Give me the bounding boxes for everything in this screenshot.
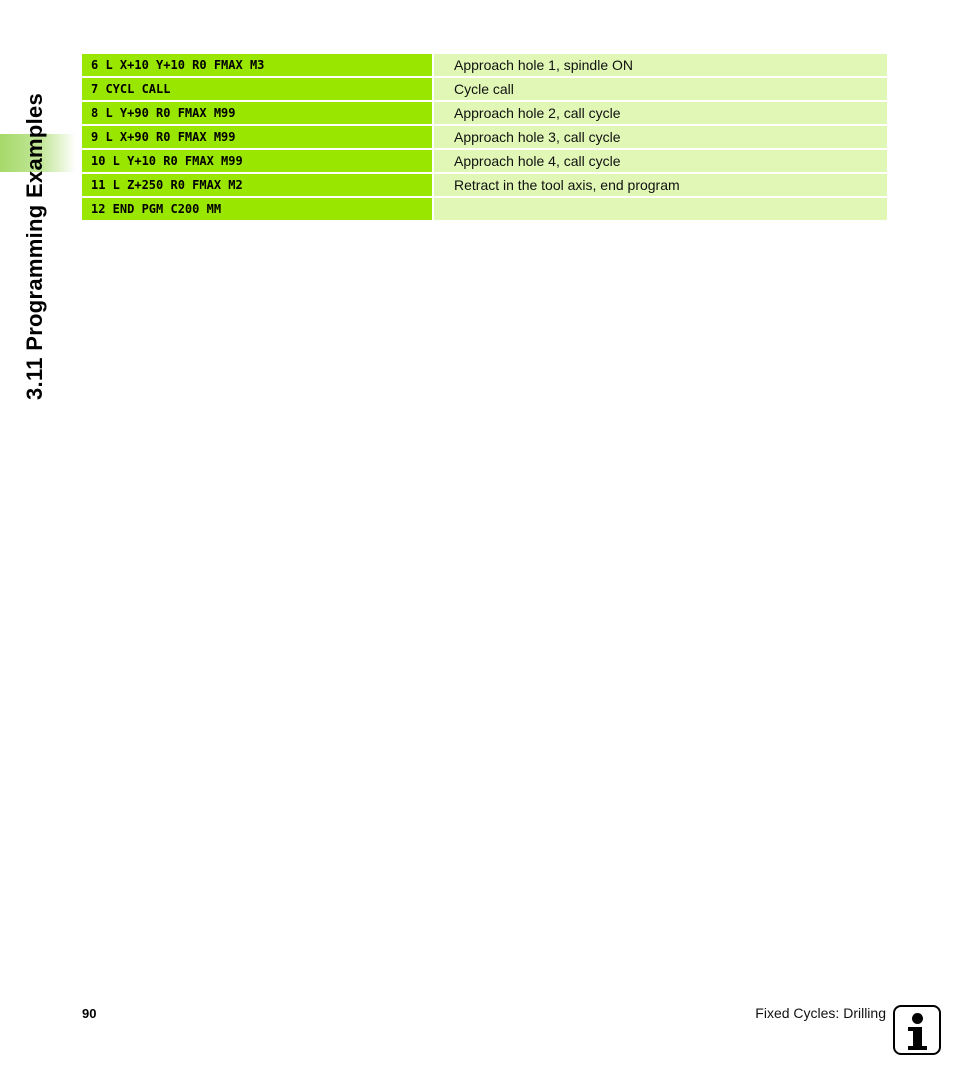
page-number: 90 (82, 1006, 97, 1021)
table-row (82, 150, 887, 172)
comment-cell: Approach hole 4, call cycle (434, 150, 887, 172)
table-row (82, 102, 887, 124)
table-row (82, 54, 887, 76)
nc-code-cell: 7 CYCL CALL (82, 78, 432, 100)
nc-code-cell: 8 L Y+90 R0 FMAX M99 (82, 102, 432, 124)
section-title: 3.11 Programming Examples (22, 92, 47, 400)
nc-code-cell: 11 L Z+250 R0 FMAX M2 (82, 174, 432, 196)
nc-code-cell: 6 L X+10 Y+10 R0 FMAX M3 (82, 54, 432, 76)
table-row (82, 174, 887, 196)
nc-code-cell: 9 L X+90 R0 FMAX M99 (82, 126, 432, 148)
table-row (82, 78, 887, 100)
comment-cell: Approach hole 2, call cycle (434, 102, 887, 124)
nc-code-cell: 12 END PGM C200 MM (82, 198, 432, 220)
program-listing-table (82, 52, 887, 222)
table-row (82, 198, 887, 220)
info-icon (893, 1005, 941, 1055)
comment-cell: Cycle call (434, 78, 887, 100)
comment-cell: Retract in the tool axis, end program (434, 174, 887, 196)
table-row (82, 126, 887, 148)
chapter-title: Fixed Cycles: Drilling (755, 1005, 886, 1021)
nc-code-cell: 10 L Y+10 R0 FMAX M99 (82, 150, 432, 172)
comment-cell: Approach hole 1, spindle ON (434, 54, 887, 76)
comment-cell: Approach hole 3, call cycle (434, 126, 887, 148)
comment-cell (434, 198, 887, 220)
